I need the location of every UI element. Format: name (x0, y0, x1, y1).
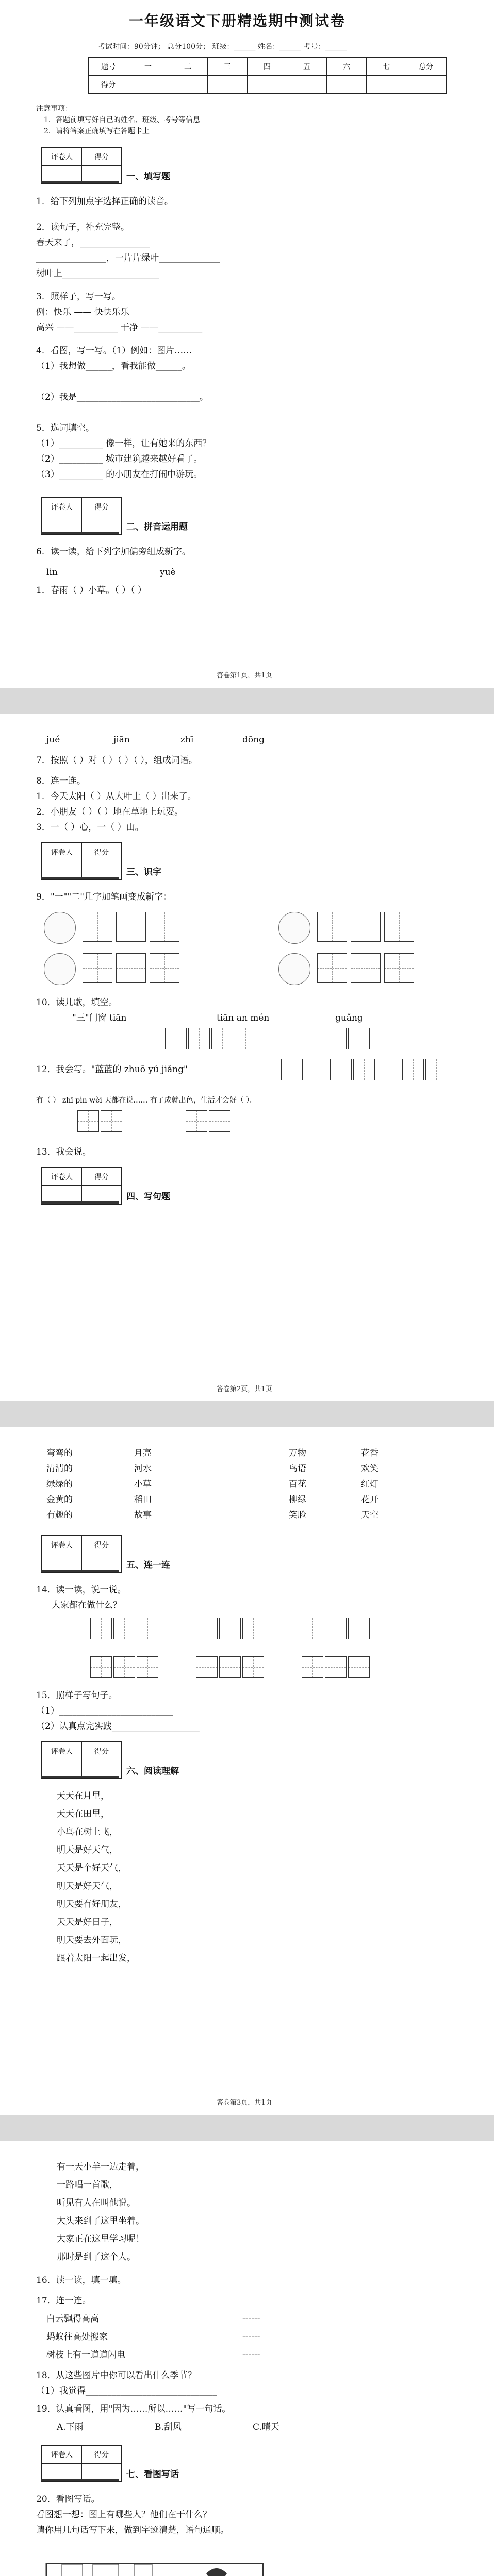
pinyin: jiān (113, 735, 130, 745)
scorer-box: 评卷人 得分 (41, 2445, 122, 2482)
story-line: 大家正在这里学习呢！ (57, 2234, 144, 2244)
question-line: 2．小朋友（ ）（ ）地在草地上玩耍。 (36, 807, 184, 817)
writing-grid[interactable] (425, 1059, 447, 1080)
writing-grid[interactable] (348, 1028, 370, 1049)
word: 笑脸 (289, 1510, 306, 1520)
question: 7．按照（ ）对（ ）（ ）（ ），组成词语。 (36, 755, 197, 766)
scorer-box: 评卷人 得分 (41, 497, 122, 535)
writing-grid[interactable] (137, 1618, 158, 1639)
writing-grid[interactable] (348, 1656, 370, 1678)
writing-grid[interactable] (188, 1028, 210, 1049)
match-item: 白云飘得高高 (46, 2314, 99, 2324)
story-line: 一路唱一首歌， (57, 2180, 118, 2190)
question-line: （1）我想做______，看我能做______。 (36, 361, 191, 371)
story-line: 那时是到了这个人。 (57, 2252, 136, 2262)
scorer-box: 评卷人 得分 (41, 1535, 122, 1573)
word: 红灯 (361, 1479, 378, 1489)
pinyin: lin (46, 567, 58, 578)
exam-page-1 (0, 0, 494, 688)
option[interactable]: B.刮风 (155, 2422, 182, 2432)
writing-grid[interactable] (113, 1656, 135, 1678)
question: 17．连一连。 (36, 2296, 91, 2306)
score-header: 总分 (406, 58, 446, 76)
writing-grid[interactable] (317, 912, 347, 942)
word: 故事 (134, 1510, 152, 1520)
writing-grid[interactable] (196, 1656, 218, 1678)
match-item: ------ (242, 2332, 260, 2342)
pinyin: yuè (160, 567, 176, 578)
poem-line: 明天要有好朋友， (57, 1899, 127, 1909)
writing-grid[interactable] (353, 1059, 375, 1080)
writing-grid[interactable] (325, 1618, 347, 1639)
poem-line: 天天是个好天气， (57, 1863, 127, 1873)
poem-line: 明天是好天气， (57, 1881, 118, 1891)
score-header: 三 (208, 58, 248, 76)
writing-grid[interactable] (242, 1656, 264, 1678)
section-title: 二、拼音运用题 (126, 522, 188, 532)
writing-grid[interactable] (235, 1028, 256, 1049)
question: 20．看图写话。 (36, 2494, 100, 2504)
word: 河水 (134, 1464, 152, 1474)
section-bar (41, 1776, 119, 1778)
writing-grid[interactable] (165, 1028, 187, 1049)
writing-grid[interactable] (330, 1059, 352, 1080)
question-line: 春天来了，________________ (36, 238, 150, 248)
question-line: 1．今天太阳（ ）从大叶上（ ）出来了。 (36, 791, 196, 802)
exam-meta: 考试时间：90分钟； 总分100分； 班级：______ 姓名：______ 考号：______ (98, 43, 347, 51)
word: 小草 (134, 1479, 152, 1489)
writing-grid[interactable] (83, 953, 112, 983)
question-line: 树叶上______________________ (36, 268, 159, 279)
poem-line: 天天是好日子， (57, 1917, 118, 1927)
score-table (88, 57, 447, 94)
question: 16．读一读，填一填。 (36, 2275, 126, 2285)
story-line: 有一天小羊一边走着， (57, 2162, 144, 2172)
poem-line: 小鸟在树上飞， (57, 1827, 118, 1837)
writing-grid[interactable] (116, 953, 146, 983)
question: 5．选词填空。 (36, 423, 94, 433)
writing-grid[interactable] (325, 1028, 347, 1049)
exam-page-3 (0, 1427, 494, 2115)
word: 稻田 (134, 1495, 152, 1505)
story-line: 大头来到了这里坐着。 (57, 2216, 144, 2226)
match-item: 蚂蚁往高处搬家 (46, 2332, 108, 2342)
word: 欢笑 (361, 1464, 378, 1474)
page-footer: 答卷第3页，共1页 (217, 2099, 272, 2107)
page-footer: 答卷第1页，共1页 (217, 672, 272, 680)
pinyin: "三"门窗 tiān (72, 1013, 127, 1023)
word: 绿绿的 (46, 1479, 73, 1489)
score-header: 五 (287, 58, 327, 76)
writing-grid[interactable] (150, 912, 179, 942)
score-header: 二 (168, 58, 208, 76)
pinyin: guǎng (335, 1013, 363, 1023)
scorer-box: 评卷人 得分 (41, 842, 122, 880)
match-item: ------ (242, 2314, 260, 2324)
pinyin: tiān an mén (217, 1013, 270, 1023)
match-item: ------ (242, 2350, 260, 2360)
writing-grid[interactable] (219, 1618, 241, 1639)
writing-grid[interactable] (137, 1656, 158, 1678)
writing-grid[interactable] (351, 953, 381, 983)
word: 弯弯的 (46, 1448, 73, 1459)
question: 4．看图，写一写。（1）例如：图片…… (36, 346, 192, 356)
poem-line: 明天要去外面玩， (57, 1935, 127, 1945)
character-picture (44, 912, 76, 944)
question: 3．照样子，写一写。 (36, 292, 121, 302)
question-line: （1）我觉得______________________________ (36, 2386, 217, 2396)
question: 15．照样子写句子。 (36, 1690, 118, 1701)
writing-grid[interactable] (302, 1618, 323, 1639)
question-line: 3．一（ ）心，一（ ）山。 (36, 822, 144, 833)
writing-grid[interactable] (116, 912, 146, 942)
writing-grid[interactable] (325, 1656, 347, 1678)
section-bar (41, 2479, 119, 2481)
writing-grid[interactable] (242, 1618, 264, 1639)
word: 花香 (361, 1448, 378, 1459)
scorer-box: 评卷人 得分 (41, 1741, 122, 1779)
writing-grid[interactable] (302, 1656, 323, 1678)
page-footer: 答卷第2页，共1页 (217, 1385, 272, 1393)
word: 百花 (289, 1479, 306, 1489)
word: 鸟语 (289, 1464, 306, 1474)
question-line: ________________，一片片绿叶______________ (36, 253, 220, 263)
score-header: 七 (367, 58, 406, 76)
word: 天空 (361, 1510, 378, 1520)
section-title: 七、看图写话 (126, 2469, 179, 2480)
writing-grid[interactable] (90, 1656, 112, 1678)
writing-grid[interactable] (317, 953, 347, 983)
section-title: 四、写句题 (126, 1192, 170, 1202)
word: 柳绿 (289, 1495, 306, 1505)
writing-grid[interactable] (384, 953, 414, 983)
option[interactable]: A.下雨 (57, 2422, 84, 2432)
writing-grid[interactable] (83, 912, 112, 942)
note-item: 2．请将答案正确填写在答题卡上 (44, 127, 150, 135)
writing-grid[interactable] (351, 912, 381, 942)
writing-grid[interactable] (150, 953, 179, 983)
section-title: 一、填写题 (126, 172, 170, 182)
score-header: 一 (128, 58, 168, 76)
section-title: 五、连一连 (126, 1560, 170, 1570)
question-line: （2）认真点完实践____________________ (36, 1721, 200, 1732)
question: 12．我会写。"蓝蓝的 zhuō yú jiǎng" (36, 1064, 188, 1075)
question: 19．认真看图，用"因为……所以……"写一句话。 (36, 2404, 231, 2414)
pinyin: zhī (180, 735, 194, 745)
question-line: 看图想一想：图上有哪些人？他们在干什么？ (36, 2510, 211, 2520)
question: 14．读一读，说一说。 (36, 1585, 126, 1595)
word: 有趣的 (46, 1510, 73, 1520)
question: 8．连一连。 (36, 776, 86, 786)
option[interactable]: C.晴天 (253, 2422, 279, 2432)
section-title: 三、识字 (126, 867, 161, 877)
question-line: （2）我是____________________________。 (36, 392, 208, 402)
pinyin: jué (46, 735, 60, 745)
section-bar (41, 181, 119, 183)
note-item: 1．答题前填写好自己的姓名、班级、考号等信息 (44, 116, 200, 124)
word: 万物 (289, 1448, 306, 1459)
question: 9．"一""二"几字加笔画变成新字： (36, 892, 172, 902)
score-row-label: 得分 (89, 76, 128, 94)
score-header: 六 (327, 58, 367, 76)
poem-line: 跟着太阳一起出发， (57, 1953, 136, 1963)
question-line: （1）__________________________ (36, 1706, 173, 1716)
score-header: 四 (248, 58, 287, 76)
word: 清清的 (46, 1464, 73, 1474)
writing-grid[interactable] (402, 1059, 424, 1080)
question-line: （3）__________ 的小朋友在打闹中游玩。 (36, 469, 203, 480)
character-picture (278, 912, 310, 944)
scorer-box: 评卷人 得分 (41, 147, 122, 184)
section-bar (41, 877, 119, 879)
writing-grid[interactable] (219, 1656, 241, 1678)
writing-grid[interactable] (90, 1618, 112, 1639)
writing-grid[interactable] (281, 1059, 303, 1080)
question-line: （2）__________ 城市建筑越来越好看了。 (36, 454, 203, 464)
writing-grid[interactable] (348, 1618, 370, 1639)
writing-grid[interactable] (113, 1618, 135, 1639)
writing-grid[interactable] (258, 1059, 279, 1080)
section-title: 六、阅读理解 (126, 1766, 179, 1776)
section-bar (41, 532, 119, 534)
word: 花开 (361, 1495, 378, 1505)
poem-line: 明天是好天气， (57, 1845, 118, 1855)
section-bar (41, 1570, 119, 1572)
exam-title: 一年级语文下册精选期中测试卷 (129, 12, 346, 29)
story-line: 听见有人在叫他说。 (57, 2198, 136, 2208)
writing-grid[interactable] (101, 1110, 122, 1132)
writing-grid[interactable] (186, 1110, 207, 1132)
poem-line: 天天在月里， (57, 1791, 109, 1801)
writing-grid[interactable] (77, 1110, 99, 1132)
writing-grid[interactable] (209, 1110, 230, 1132)
writing-grid[interactable] (211, 1028, 233, 1049)
writing-grid[interactable] (196, 1618, 218, 1639)
writing-grid[interactable] (384, 912, 414, 942)
question-line: 例：快乐 —— 快快乐乐 (36, 307, 129, 317)
question: 10．读儿歌，填空。 (36, 997, 118, 1008)
poem-line: 天天在田里， (57, 1809, 109, 1819)
character-picture (278, 953, 310, 985)
question-line: 有（ ） zhī pìn wèi 天都在说…… 有了成就出色，生活才会好（ ）。 (36, 1096, 257, 1105)
word: 金黄的 (46, 1495, 73, 1505)
word: 月亮 (134, 1448, 152, 1459)
question-line: （1）__________ 像一样，让有她来的东西？ (36, 438, 211, 449)
clothesline-illustration (36, 2543, 273, 2576)
scorer-box: 评卷人 得分 (41, 1167, 122, 1205)
section-bar (41, 1201, 119, 1204)
question: 2．读句子，补充完整。 (36, 222, 129, 232)
question-line: 高兴 ——__________ 干净 ——__________ (36, 323, 203, 333)
match-item: 树枝上有一道道闪电 (46, 2350, 125, 2360)
question-line: 大家都在做什么？ (52, 1600, 122, 1611)
exam-page-4 (0, 2141, 494, 2576)
score-header: 题号 (89, 58, 128, 76)
notes-heading: 注意事项： (36, 105, 72, 113)
exam-page-2 (0, 714, 494, 1401)
character-picture (44, 953, 76, 985)
pinyin: dōng (242, 735, 265, 745)
question-line: 1．春雨（ ）小草。（ ）（ ） (36, 585, 147, 596)
question: 18．从这些图片中你可以看出什么季节？ (36, 2370, 196, 2381)
question-line: 请你用几句话写下来，做到字迹清楚，语句通顺。 (36, 2525, 229, 2535)
question: 1．给下列加点字选择正确的读音。 (36, 196, 173, 207)
question: 6．读一读，给下列字加偏旁组成新字。 (36, 547, 191, 557)
question: 13．我会说。 (36, 1147, 91, 1157)
